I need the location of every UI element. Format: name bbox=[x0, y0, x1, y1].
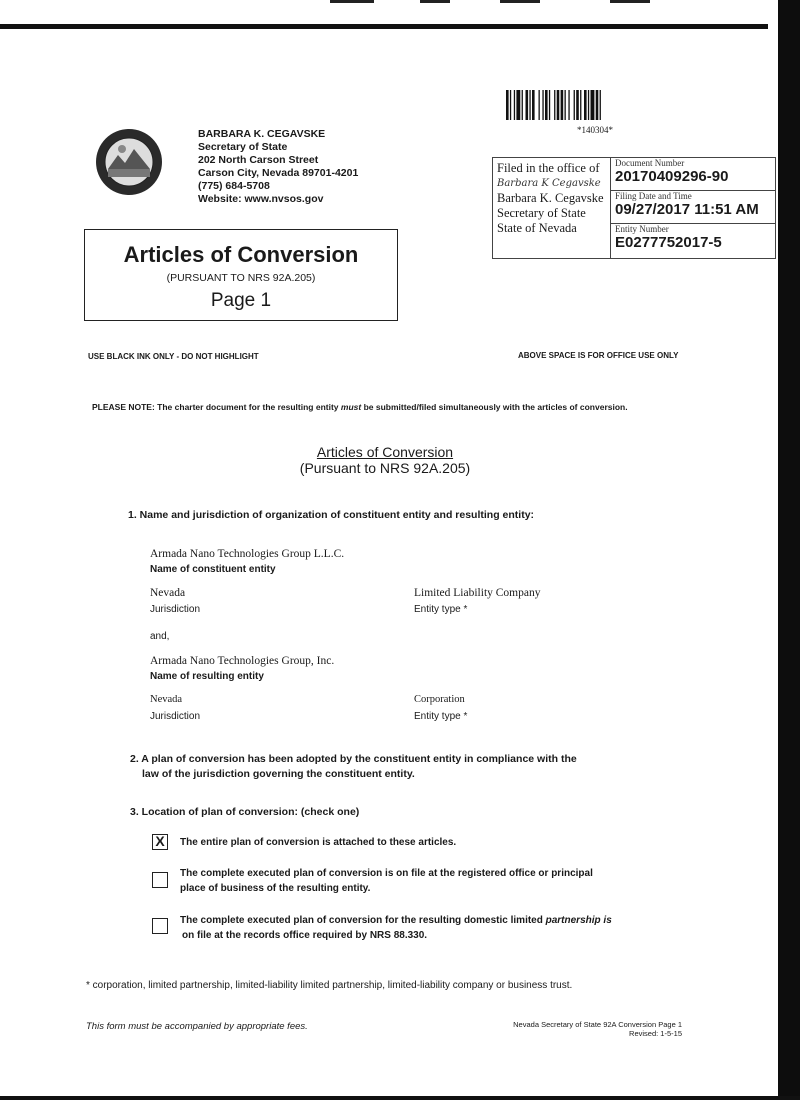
option1-checkbox[interactable]: X bbox=[152, 834, 168, 850]
barcode-bar bbox=[591, 90, 595, 120]
secretary-phone: (775) 684-5708 bbox=[198, 180, 270, 192]
document-number: 20170409296-90 bbox=[615, 168, 729, 185]
scan-edge bbox=[330, 0, 374, 3]
top-border bbox=[0, 24, 768, 29]
secretary-street: 202 North Carson Street bbox=[198, 154, 319, 166]
entity-number: E0277752017-5 bbox=[615, 234, 722, 251]
scan-edge bbox=[500, 0, 540, 3]
filing-office bbox=[493, 158, 611, 258]
resulting-jurisdiction-label: Jurisdiction bbox=[150, 711, 201, 722]
filing-date-cell bbox=[611, 191, 775, 224]
resulting-name-label: Name of resulting entity bbox=[150, 671, 264, 682]
filing-officer-title: Secretary of State bbox=[497, 206, 586, 220]
entity-number-cell bbox=[611, 224, 775, 258]
option3-line2: on file at the records office required by NRS 88.330. bbox=[182, 930, 428, 941]
barcode-bar bbox=[542, 90, 543, 120]
constituent-name-value: Armada Nano Technologies Group L.L.C. bbox=[150, 548, 345, 560]
note-emphasis: must bbox=[340, 402, 362, 412]
barcode-bar bbox=[516, 90, 520, 120]
resulting-type-label: Entity type * bbox=[414, 711, 468, 722]
filing-officer-name: Barbara K. Cegavske bbox=[497, 191, 604, 205]
barcode-bar bbox=[545, 90, 548, 120]
section3-heading: 3. Location of plan of conversion: (check one) bbox=[130, 806, 360, 818]
barcode-bar bbox=[526, 90, 529, 120]
option3-checkbox[interactable] bbox=[152, 918, 168, 934]
constituent-type-label: Entity type * bbox=[414, 604, 468, 615]
secretary-address bbox=[198, 128, 358, 206]
document-heading bbox=[240, 444, 530, 476]
barcode-bar bbox=[514, 90, 515, 120]
document-number-cell bbox=[611, 158, 775, 191]
barcode bbox=[506, 90, 676, 120]
form-id: Nevada Secretary of State 92A Conversion Page 1 bbox=[513, 1020, 682, 1029]
barcode-bar bbox=[568, 90, 569, 120]
and-text: and, bbox=[150, 631, 170, 642]
scan-edge bbox=[420, 0, 450, 3]
filed-in-label: Filed in the office of bbox=[497, 161, 600, 175]
resulting-type-value: Corporation bbox=[414, 694, 465, 705]
ink-notice: USE BLACK INK ONLY - DO NOT HIGHLIGHT bbox=[88, 352, 259, 361]
constituent-jurisdiction-value: Nevada bbox=[150, 587, 186, 599]
barcode-bar bbox=[596, 90, 599, 120]
option2-label bbox=[180, 866, 593, 896]
option3-line1: The complete executed plan of conversion for the resulting domestic limited bbox=[180, 915, 546, 926]
section2-text bbox=[130, 752, 577, 782]
secretary-city: Carson City, Nevada 89701-4201 bbox=[198, 167, 359, 179]
secretary-title: Secretary of State bbox=[198, 141, 288, 153]
barcode-bar bbox=[574, 90, 575, 120]
barcode-bar bbox=[576, 90, 579, 120]
barcode-bar bbox=[557, 90, 560, 120]
resulting-name-value: Armada Nano Technologies Group, Inc. bbox=[150, 655, 335, 667]
barcode-bar bbox=[539, 90, 540, 120]
document-title: Articles of Conversion bbox=[316, 444, 454, 460]
filing-date: 09/27/2017 11:51 AM bbox=[615, 201, 759, 218]
nevada-seal-icon bbox=[94, 127, 164, 197]
barcode-bar bbox=[561, 90, 564, 120]
filing-date-label: Filing Date and Time bbox=[615, 191, 692, 201]
form-title: Articles of Conversion bbox=[123, 242, 359, 267]
fees-notice: This form must be accompanied by appropriate fees. bbox=[86, 1021, 308, 1032]
constituent-jurisdiction-label: Jurisdiction bbox=[150, 604, 201, 615]
form-revised: Revised: 1-5-15 bbox=[629, 1029, 682, 1038]
entity-type-footnote: * corporation, limited partnership, limited-liability limited partnership, limited-liability company or business trust. bbox=[86, 980, 573, 991]
please-note bbox=[92, 402, 628, 412]
barcode-number: *140304* bbox=[577, 125, 613, 135]
section2-line1: 2. A plan of conversion has been adopted by the constituent entity in compliance with the bbox=[130, 753, 577, 765]
secretary-name: BARBARA K. CEGAVSKE bbox=[198, 128, 326, 140]
barcode-bar bbox=[588, 90, 589, 120]
barcode-bar bbox=[506, 90, 509, 120]
secretary-website: Website: www.nvsos.gov bbox=[198, 193, 324, 205]
section2-line2: law of the jurisdiction governing the constituent entity. bbox=[142, 768, 415, 780]
barcode-bar bbox=[565, 90, 566, 120]
barcode-bar bbox=[580, 90, 581, 120]
option3-label bbox=[180, 913, 612, 943]
office-use-notice: ABOVE SPACE IS FOR OFFICE USE ONLY bbox=[518, 351, 679, 360]
form-subtitle: (PURSUANT TO NRS 92A.205) bbox=[166, 272, 316, 284]
constituent-type-value: Limited Liability Company bbox=[414, 587, 541, 599]
barcode-bar bbox=[529, 90, 530, 120]
option2-line1: The complete executed plan of conversion is on file at the registered office or principal bbox=[180, 868, 593, 879]
form-page: Page 1 bbox=[210, 290, 272, 311]
option2-line2: place of business of the resulting entity. bbox=[180, 883, 371, 894]
document-number-label: Document Number bbox=[615, 158, 685, 168]
resulting-jurisdiction-value: Nevada bbox=[150, 694, 183, 705]
option1-label: The entire plan of conversion is attached to these articles. bbox=[180, 837, 457, 848]
right-border bbox=[778, 0, 800, 1100]
section1-heading: 1. Name and jurisdiction of organization of constituent entity and resulting entity: bbox=[128, 509, 535, 521]
document-subtitle: (Pursuant to NRS 92A.205) bbox=[299, 460, 471, 476]
form-identifier bbox=[496, 1020, 682, 1038]
note-prefix: PLEASE NOTE: The charter document for the resulting entity bbox=[92, 402, 341, 412]
barcode-bar bbox=[532, 90, 535, 120]
barcode-bar bbox=[584, 90, 587, 120]
form-title-box bbox=[84, 229, 398, 321]
filing-signature: Barbara K Cegavske bbox=[497, 178, 601, 189]
barcode-bar bbox=[549, 90, 550, 120]
scan-edge bbox=[610, 0, 650, 3]
bottom-border bbox=[0, 1096, 800, 1100]
note-suffix: be submitted/filed simultaneously with the articles of conversion. bbox=[361, 402, 628, 412]
barcode-bar bbox=[600, 90, 601, 120]
barcode-bar bbox=[522, 90, 523, 120]
option3-emphasis: partnership is bbox=[545, 915, 612, 926]
filing-state: State of Nevada bbox=[497, 221, 577, 235]
barcode-bar bbox=[554, 90, 555, 120]
entity-number-label: Entity Number bbox=[615, 224, 669, 234]
option2-checkbox[interactable] bbox=[152, 872, 168, 888]
filing-stamp bbox=[492, 157, 776, 259]
constituent-name-label: Name of constituent entity bbox=[150, 564, 276, 575]
barcode-bar bbox=[510, 90, 511, 120]
